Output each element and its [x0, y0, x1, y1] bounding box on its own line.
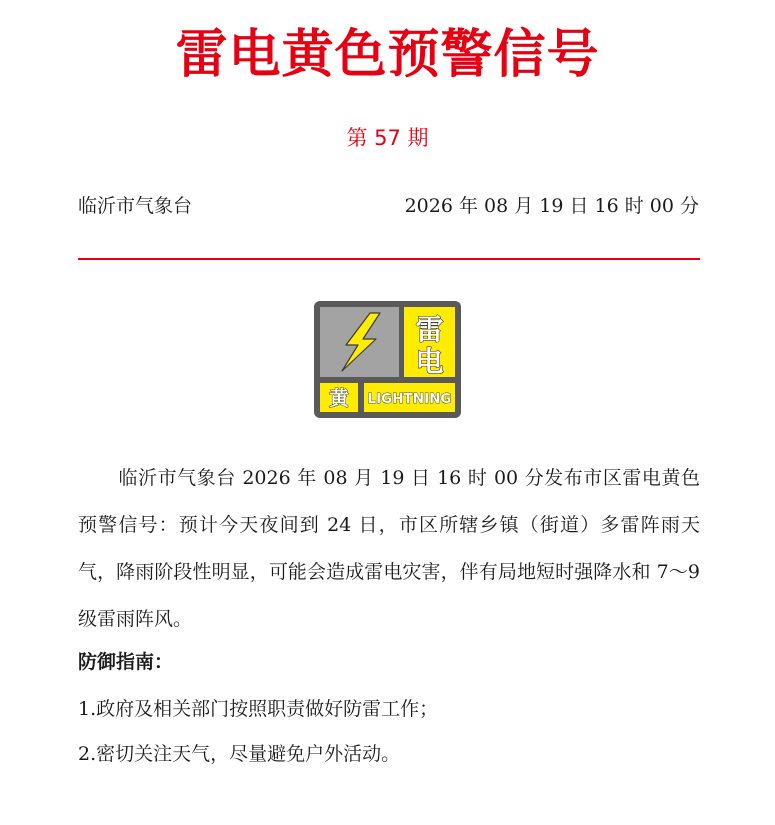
header-divider: [78, 258, 700, 260]
signal-char-top: 雷: [415, 313, 444, 346]
guide-item: 1.政府及相关部门按照职责做好防雷工作；: [78, 698, 439, 720]
signal-char-mid: 电: [415, 345, 444, 378]
issue-datetime: 2026 年 08 月 19 日 16 时 00 分: [404, 195, 699, 217]
warning-body: [78, 455, 700, 643]
warning-paragraph: 临沂市气象台 2026 年 08 月 19 日 16 时 00 分发布市区雷电黄色预警信号：预计今天夜间到 24 日，市区所辖乡镇（街道）多雷阵雨天气，降雨阶段性明显，可能会造成雷电灾害，伴有局地短时强降水和 7～9 级雷雨阵风。: [78, 467, 700, 630]
guide-item: 2.密切关注天气，尽量避免户外活动。: [78, 743, 401, 765]
page-title: 雷电黄色预警信号: [175, 25, 600, 85]
issuer: 临沂市气象台: [78, 195, 193, 217]
lightning-yellow-warning-icon: [314, 301, 461, 418]
signal-label: LIGHTNING: [367, 392, 452, 407]
guide-title: 防御指南：: [78, 651, 174, 673]
issue-number: 第 57 期: [346, 126, 429, 150]
signal-level-char: 黄: [329, 386, 349, 410]
